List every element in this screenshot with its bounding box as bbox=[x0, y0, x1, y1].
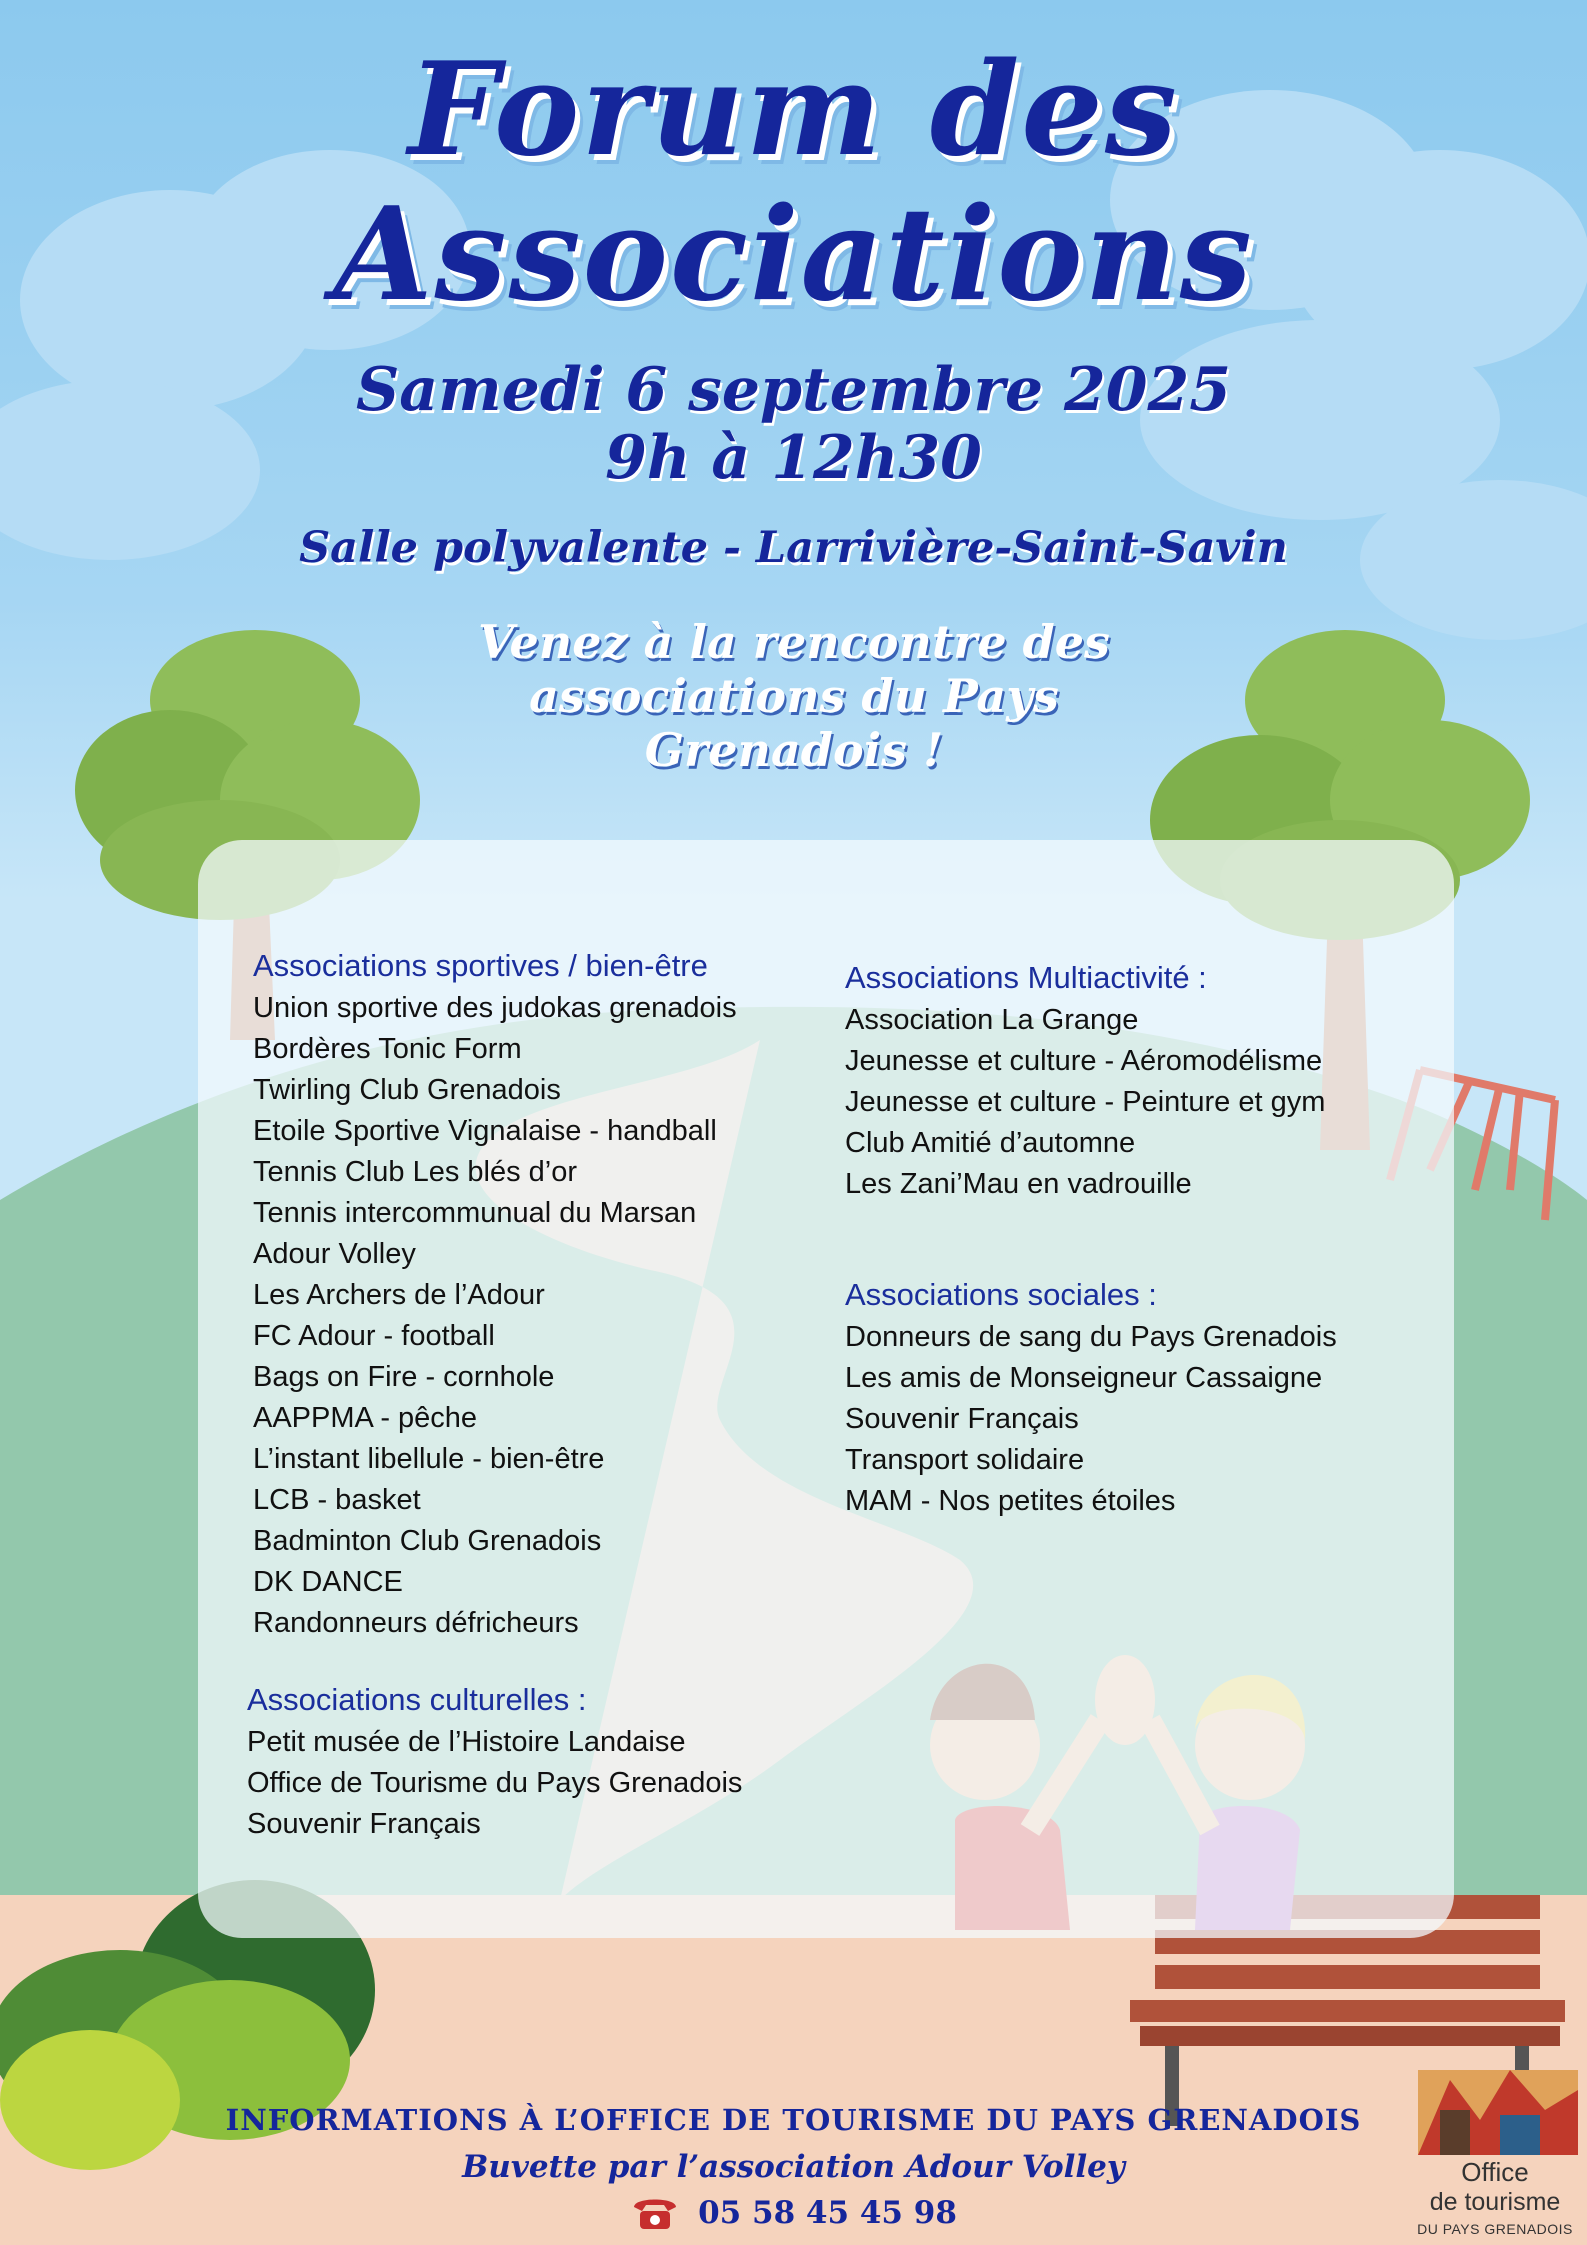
invitation-line: Venez à la rencontre des bbox=[478, 615, 1110, 669]
poster-title-line1: Forum des bbox=[408, 35, 1179, 185]
list-item: Les Zani’Mau en vadrouille bbox=[845, 1168, 1192, 1200]
poster-title-line2: Associations bbox=[333, 180, 1254, 330]
event-time: 9h à 12h30 bbox=[605, 423, 982, 493]
association-list bbox=[845, 1317, 1337, 1522]
section-heading: Associations sociales : bbox=[845, 1277, 1157, 1312]
list-item: Office de Tourisme du Pays Grenadois bbox=[247, 1767, 743, 1799]
section-heading: Associations sportives / bien-être bbox=[253, 948, 708, 983]
association-list bbox=[247, 1722, 742, 1845]
section-heading: Associations Multiactivité : bbox=[845, 960, 1207, 995]
event-venue: Salle polyvalente - Larrivière-Saint-Savin bbox=[299, 523, 1288, 573]
list-item: Souvenir Français bbox=[247, 1808, 481, 1840]
list-item: Petit musée de l’Histoire Landaise bbox=[247, 1726, 686, 1758]
association-list bbox=[253, 988, 737, 1644]
section-sociales bbox=[845, 1274, 1337, 1522]
list-item: Randonneurs défricheurs bbox=[253, 1607, 579, 1639]
section-culturelles bbox=[247, 1679, 742, 1845]
section-heading: Associations culturelles : bbox=[247, 1682, 587, 1717]
list-item: L’instant libellule - bien-être bbox=[253, 1443, 605, 1475]
list-item: AAPPMA - pêche bbox=[253, 1402, 478, 1434]
list-item: Twirling Club Grenadois bbox=[253, 1074, 561, 1106]
footer-phone bbox=[0, 2193, 1587, 2233]
list-item: Badminton Club Grenadois bbox=[253, 1525, 602, 1557]
phone-number[interactable]: 05 58 45 45 98 bbox=[698, 2195, 957, 2231]
list-item: Souvenir Français bbox=[845, 1403, 1079, 1435]
logo-text-line2: de tourisme bbox=[1429, 2188, 1561, 2216]
list-item: Donneurs de sang du Pays Grenadois bbox=[845, 1321, 1337, 1353]
association-list bbox=[845, 1000, 1325, 1205]
list-item: DK DANCE bbox=[253, 1566, 403, 1598]
section-multiactivite bbox=[845, 957, 1325, 1205]
telephone-icon bbox=[630, 2195, 680, 2231]
list-item: Bordères Tonic Form bbox=[253, 1033, 522, 1065]
list-item: MAM - Nos petites étoiles bbox=[845, 1485, 1176, 1517]
list-item: FC Adour - football bbox=[253, 1320, 495, 1352]
list-item: Tennis intercommunual du Marsan bbox=[253, 1197, 697, 1229]
list-item: Tennis Club Les blés d’or bbox=[253, 1156, 578, 1188]
list-item: Adour Volley bbox=[253, 1238, 416, 1270]
logo-text-line1: Office bbox=[1461, 2157, 1529, 2187]
list-item: Association La Grange bbox=[845, 1004, 1139, 1036]
logo-text-line3: DU PAYS GRENADOIS bbox=[1417, 2221, 1573, 2237]
list-item: Etoile Sportive Vignalaise - handball bbox=[253, 1115, 717, 1147]
list-item: LCB - basket bbox=[253, 1484, 421, 1516]
invitation-line: Grenadois ! bbox=[644, 723, 944, 777]
list-item: Jeunesse et culture - Peinture et gym bbox=[845, 1086, 1326, 1118]
event-date: Samedi 6 septembre 2025 bbox=[355, 355, 1232, 425]
list-item: Les Archers de l’Adour bbox=[253, 1279, 545, 1311]
list-item: Les amis de Monseigneur Cassaigne bbox=[845, 1362, 1323, 1394]
invitation-text bbox=[390, 615, 1198, 777]
footer-information: INFORMATIONS À L’OFFICE DE TOURISME DU PAYS GRENADOIS bbox=[225, 2103, 1362, 2137]
list-item: Transport solidaire bbox=[845, 1444, 1085, 1476]
invitation-line: associations du Pays bbox=[529, 669, 1059, 723]
list-item: Union sportive des judokas grenadois bbox=[253, 992, 737, 1024]
section-sportives bbox=[253, 945, 737, 1644]
list-item: Bags on Fire - cornhole bbox=[253, 1361, 555, 1393]
list-item: Club Amitié d’automne bbox=[845, 1127, 1136, 1159]
list-item: Jeunesse et culture - Aéromodélisme bbox=[845, 1045, 1323, 1077]
footer-buvette: Buvette par l’association Adour Volley bbox=[462, 2149, 1125, 2185]
